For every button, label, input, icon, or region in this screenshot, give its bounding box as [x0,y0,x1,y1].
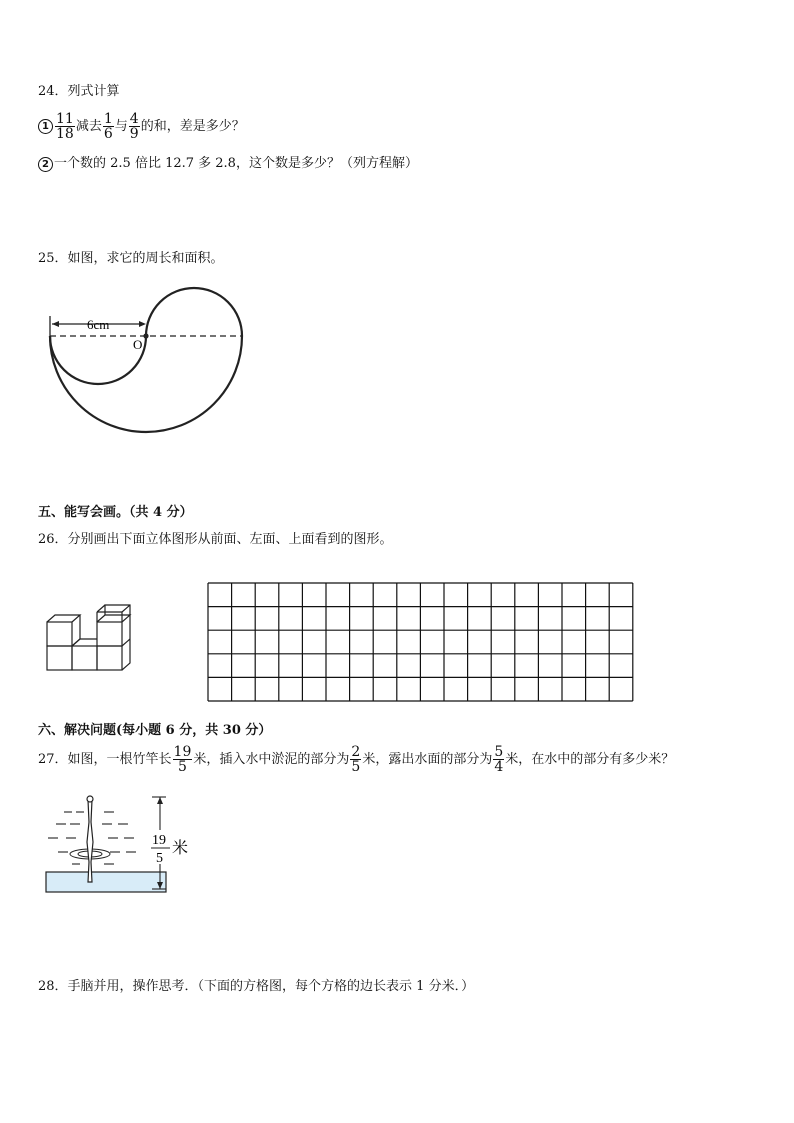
q26-cube-figure [44,601,136,673]
arrowhead-right [139,321,146,327]
large-semicircle-arc [50,336,242,432]
q24-item1-text3: 的和，差是多少？ [140,118,245,134]
bamboo-pole [87,800,93,882]
q27-text-mid1: 米，插入水中淤泥的部分为 [193,751,350,767]
q27-text-post: 米，在水中的部分有多少米？ [505,751,675,767]
water-area [46,872,166,892]
q27-question [38,745,674,774]
fraction-1-6: $\frac{1}{6}$ [103,111,113,142]
q27-text-pre: 27．如图，一根竹竿长 [38,751,172,767]
pole-top [87,796,93,802]
q24-item1-text1: 减去 [75,118,102,134]
upper-semicircle-arc [146,288,242,336]
arrowhead-up [157,797,163,804]
circled-number-2: 2 [38,157,53,172]
q27-pole-figure [44,792,204,896]
q24-item1-text2: 与 [114,118,128,134]
q28-title: 28．手脑并用，操作思考．（下面的方格图，每个方格的边长表示 1 分米．） [38,979,475,994]
center-point [143,333,148,338]
fraction-5-4: $\frac{5}{4}$ [494,744,504,775]
q26-answer-grid [207,582,635,704]
q27-text-mid2: 米，露出水面的部分为 [362,751,493,767]
label-length: 6cm [87,317,110,332]
arrowhead-left [52,321,59,327]
q26-title: 26．分别画出下面立体图形从前面、左面、上面看到的图形。 [38,532,393,547]
fraction-4-9: $\frac{4}{9}$ [129,111,139,142]
q24-item2-text: 一个数的 2.5 倍比 12.7 多 2.8，这个数是多少？（列方程解） [54,156,418,171]
circled-number-1: 1 [38,119,53,134]
section5-title: 五、能写会画。（共 4 分） [38,505,193,520]
q24-item1 [38,112,245,141]
fig-length-denominator: 5 [156,851,163,866]
label-center: O [133,337,143,352]
q24-item2 [38,155,418,173]
q25-title: 25．如图，求它的周长和面积。 [38,251,224,266]
q24-title: 24．列式计算 [38,84,120,99]
fig-length-numerator: 19 [152,833,166,848]
fraction-11-18: $\frac{11}{18}$ [56,111,74,142]
small-semicircle-arc [50,336,146,384]
fraction-19-5: $\frac{19}{5}$ [173,744,192,775]
q25-semicircle-figure [40,272,260,434]
fig-length-unit: 米 [172,840,189,857]
fraction-2-5: $\frac{2}{5}$ [351,744,361,775]
section6-title: 六、解决问题(每小题 6 分，共 30 分） [38,723,272,738]
